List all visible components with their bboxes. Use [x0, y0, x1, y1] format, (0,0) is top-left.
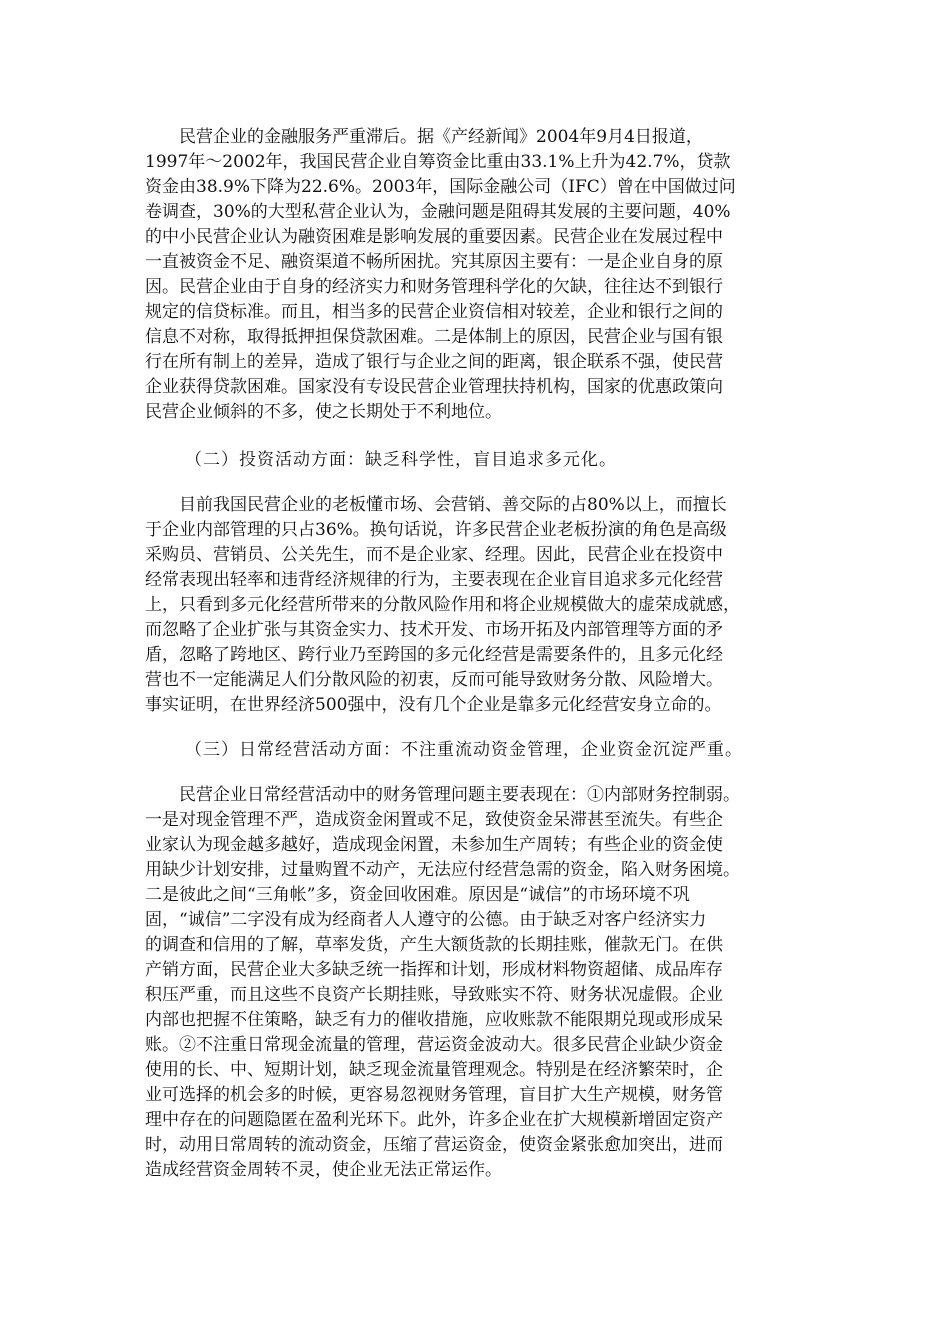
text-line: 卷调查，30%的大型私营企业认为，金融问题是阻碍其发展的主要问题，40%: [145, 202, 731, 222]
text-line: 理中存在的问题隐匿在盈利光环下。此外，许多企业在扩大规模新增固定资产: [145, 1110, 723, 1130]
text-line: 账。②不注重日常现金流量的管理，营运资金波动大。很多民营企业缺少资金: [145, 1035, 723, 1055]
paragraph-investment: [145, 493, 805, 718]
text-line: 民营企业倾斜的不多，使之长期处于不利地位。: [145, 402, 502, 422]
text-line: 二是彼此之间“三角帐”多，资金回收困难。原因是“诚信”的市场环境不巩: [145, 885, 690, 905]
text-line: 营也不一定能满足人们分散风险的初衷，反而可能导致财务分散、风险增大。: [145, 670, 723, 690]
text-line: 采购员、营销员、公关先生，而不是企业家、经理。因此，民营企业在投资中: [145, 545, 723, 565]
section-heading: （三）日常经营活动方面：不注重流动资金管理，企业资金沉淀严重。: [185, 740, 743, 760]
text-line: 一直被资金不足、融资渠道不畅所困扰。究其原因主要有：一是企业自身的原: [145, 252, 723, 272]
section-heading-investment: [145, 448, 805, 473]
text-line: 企业获得贷款困难。国家没有专设民营企业管理扶持机构，国家的优惠政策向: [145, 377, 723, 397]
section-heading: （二）投资活动方面：缺乏科学性，盲目追求多元化。: [185, 450, 617, 470]
text-line: 盾，忽略了跨地区、跨行业乃至跨国的多元化经营是需要条件的，且多元化经: [145, 645, 723, 665]
text-line: 上，只看到多元化经营所带来的分散风险作用和将企业规模做大的虚荣成就感，: [145, 595, 740, 615]
text-line: 目前我国民营企业的老板懂市场、会营销、善交际的占80%以上，而擅长: [179, 495, 727, 515]
text-line: 事实证明，在世界经济500强中，没有几个企业是靠多元化经营安身立命的。: [145, 695, 722, 715]
section-heading-operations: [145, 738, 805, 763]
text-line: 民营企业日常经营活动中的财务管理问题主要表现在：①内部财务控制弱。: [179, 785, 740, 805]
text-line: 造成经营资金周转不灵，使企业无法正常运作。: [145, 1160, 502, 1180]
text-line: 经常表现出轻率和违背经济规律的行为，主要表现在企业盲目追求多元化经营: [145, 570, 723, 590]
text-line: 的中小民营企业认为融资困难是影响发展的重要因素。民营企业在发展过程中: [145, 227, 723, 247]
text-line: 1997年～2002年，我国民营企业自筹资金比重由33.1%上升为42.7%，贷款: [145, 152, 731, 172]
text-line: 规定的信贷标准。而且，相当多的民营企业资信相对较差，企业和银行之间的: [145, 302, 723, 322]
text-line: 固，“诚信”二字没有成为经商者人人遵守的公德。由于缺乏对客户经济实力: [145, 910, 707, 930]
paragraph-financial-services: [145, 125, 805, 425]
text-line: 于企业内部管理的只占36%。换句话说，许多民营企业老板扮演的角色是高级: [145, 520, 727, 540]
text-line: 业可选择的机会多的时候，更容易忽视财务管理，盲目扩大生产规模，财务管: [145, 1085, 723, 1105]
text-line: 民营企业的金融服务严重滞后。据《产经新闻》2004年9月4日报道，: [179, 127, 703, 147]
text-line: 因。民营企业由于自身的经济实力和财务管理科学化的欠缺，往往达不到银行: [145, 277, 723, 297]
text-line: 而忽略了企业扩张与其资金实力、技术开发、市场开拓及内部管理等方面的矛: [145, 620, 723, 640]
text-line: 用缺少计划安排，过量购置不动产，无法应付经营急需的资金，陷入财务困境。: [145, 860, 740, 880]
text-line: 业家认为现金越多越好，造成现金闲置，未参加生产周转；有些企业的资金使: [145, 835, 723, 855]
text-line: 内部也把握不住策略，缺乏有力的催收措施，应收账款不能限期兑现或形成呆: [145, 1010, 723, 1030]
text-line: 积压严重，而且这些不良资产长期挂账，导致账实不符、财务状况虚假。企业: [145, 985, 723, 1005]
text-line: 信息不对称，取得抵押担保贷款困难。二是体制上的原因，民营企业与国有银: [145, 327, 723, 347]
text-line: 使用的长、中、短期计划，缺乏现金流量管理观念。特别是在经济繁荣时，企: [145, 1060, 723, 1080]
text-line: 资金由38.9%下降为22.6%。2003年，国际金融公司（IFC）曾在中国做过问: [145, 177, 736, 197]
text-line: 的调查和信用的了解，草率发货，产生大额货款的长期挂账，催款无门。在供: [145, 935, 723, 955]
paragraph-operations: [145, 783, 805, 1183]
text-line: 时，动用日常周转的流动资金，压缩了营运资金，使资金紧张愈加突出，进而: [145, 1135, 723, 1155]
text-line: 产销方面，民营企业大多缺乏统一指挥和计划，形成材料物资超储、成品库存: [145, 960, 723, 980]
text-line: 行在所有制上的差异，造成了银行与企业之间的距离，银企联系不强，使民营: [145, 352, 723, 372]
text-line: 一是对现金管理不严，造成资金闲置或不足，致使资金呆滞甚至流失。有些企: [145, 810, 723, 830]
